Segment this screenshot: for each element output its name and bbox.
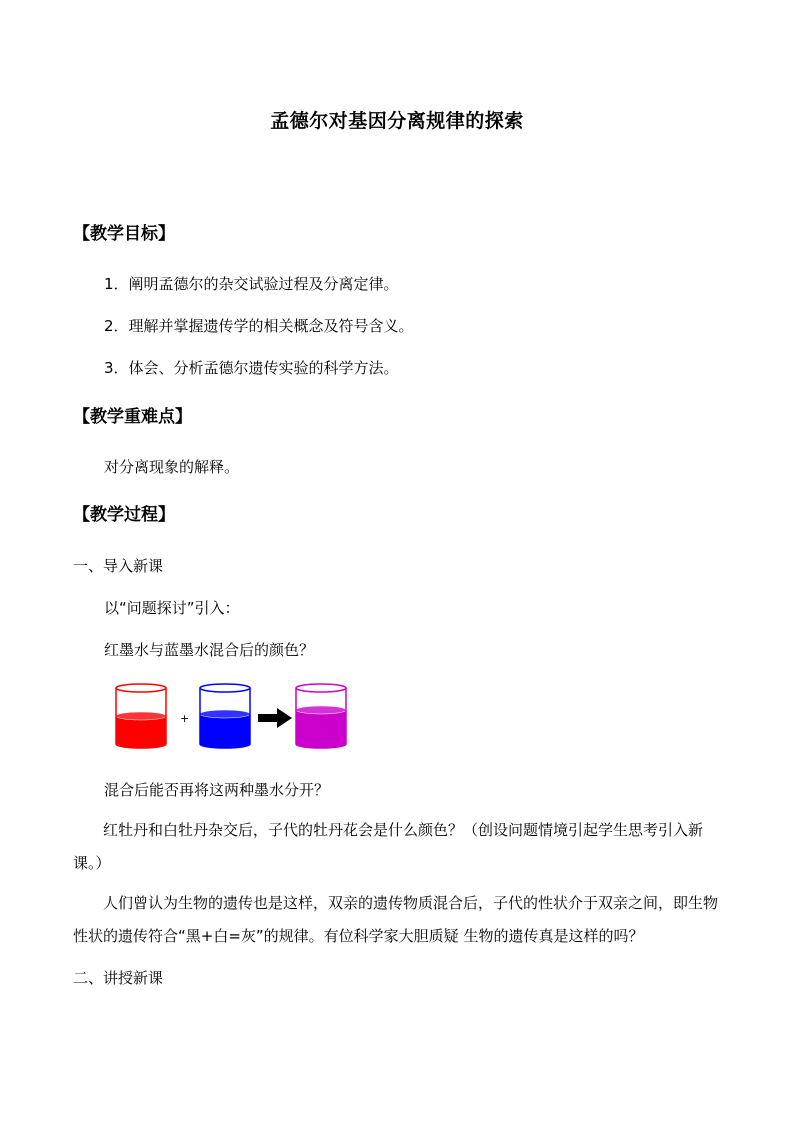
paragraph-2 <box>73 887 723 953</box>
arrow-icon <box>258 708 292 728</box>
blue-ink-surface <box>200 710 250 718</box>
plus-sign: + <box>180 712 190 725</box>
objective-2: 2．理解并掌握遗传学的相关概念及符号含义。 <box>104 317 414 335</box>
page-title: 孟德尔对基因分离规律的探索 <box>270 110 524 132</box>
part1-heading: 一、导入新课 <box>73 557 164 575</box>
objectives-heading: 【教学目标】 <box>73 224 175 244</box>
blue-ink-beaker <box>200 684 250 748</box>
question-2: 混合后能否再将这两种墨水分开？ <box>104 781 330 799</box>
ink-mixing-figure <box>112 680 352 752</box>
process-heading: 【教学过程】 <box>73 505 175 525</box>
mixed-ink-surface <box>296 706 346 714</box>
paragraph-2-text: 人们曾认为生物的遗传也是这样，双亲的遗传物质混合后，子代的性状介于双亲之间，即生物性状的遗传符合“黑+白=灰”的规律。有位科学家大胆质疑 生物的遗传真是这样的吗？ <box>73 894 719 945</box>
part2-heading: 二、讲授新课 <box>73 969 164 987</box>
objective-3: 3．体会、分析孟德尔遗传实验的科学方法。 <box>104 359 399 377</box>
key-points-text: 对分离现象的解释。 <box>104 458 240 476</box>
paragraph-1-text: 红牡丹和白牡丹杂交后，子代的牡丹花会是什么颜色？（创设问题情境引起学生思考引入新课。） <box>73 821 704 872</box>
paragraph-1 <box>73 814 723 880</box>
mixed-ink-beaker <box>296 684 346 748</box>
blue-beaker-rim <box>200 684 250 692</box>
red-ink-beaker <box>116 684 166 748</box>
blue-ink-fill <box>200 714 250 744</box>
key-points-heading: 【教学重难点】 <box>73 407 192 427</box>
red-beaker-rim <box>116 684 166 692</box>
question-1: 红墨水与蓝墨水混合后的颜色？ <box>104 641 315 659</box>
mixed-beaker-rim <box>296 684 346 692</box>
red-ink-surface <box>116 712 166 720</box>
mixed-ink-fill <box>296 710 346 744</box>
intro-line: 以“问题探讨”引入： <box>104 599 240 617</box>
objective-1: 1．阐明孟德尔的杂交试验过程及分离定律。 <box>104 275 399 293</box>
